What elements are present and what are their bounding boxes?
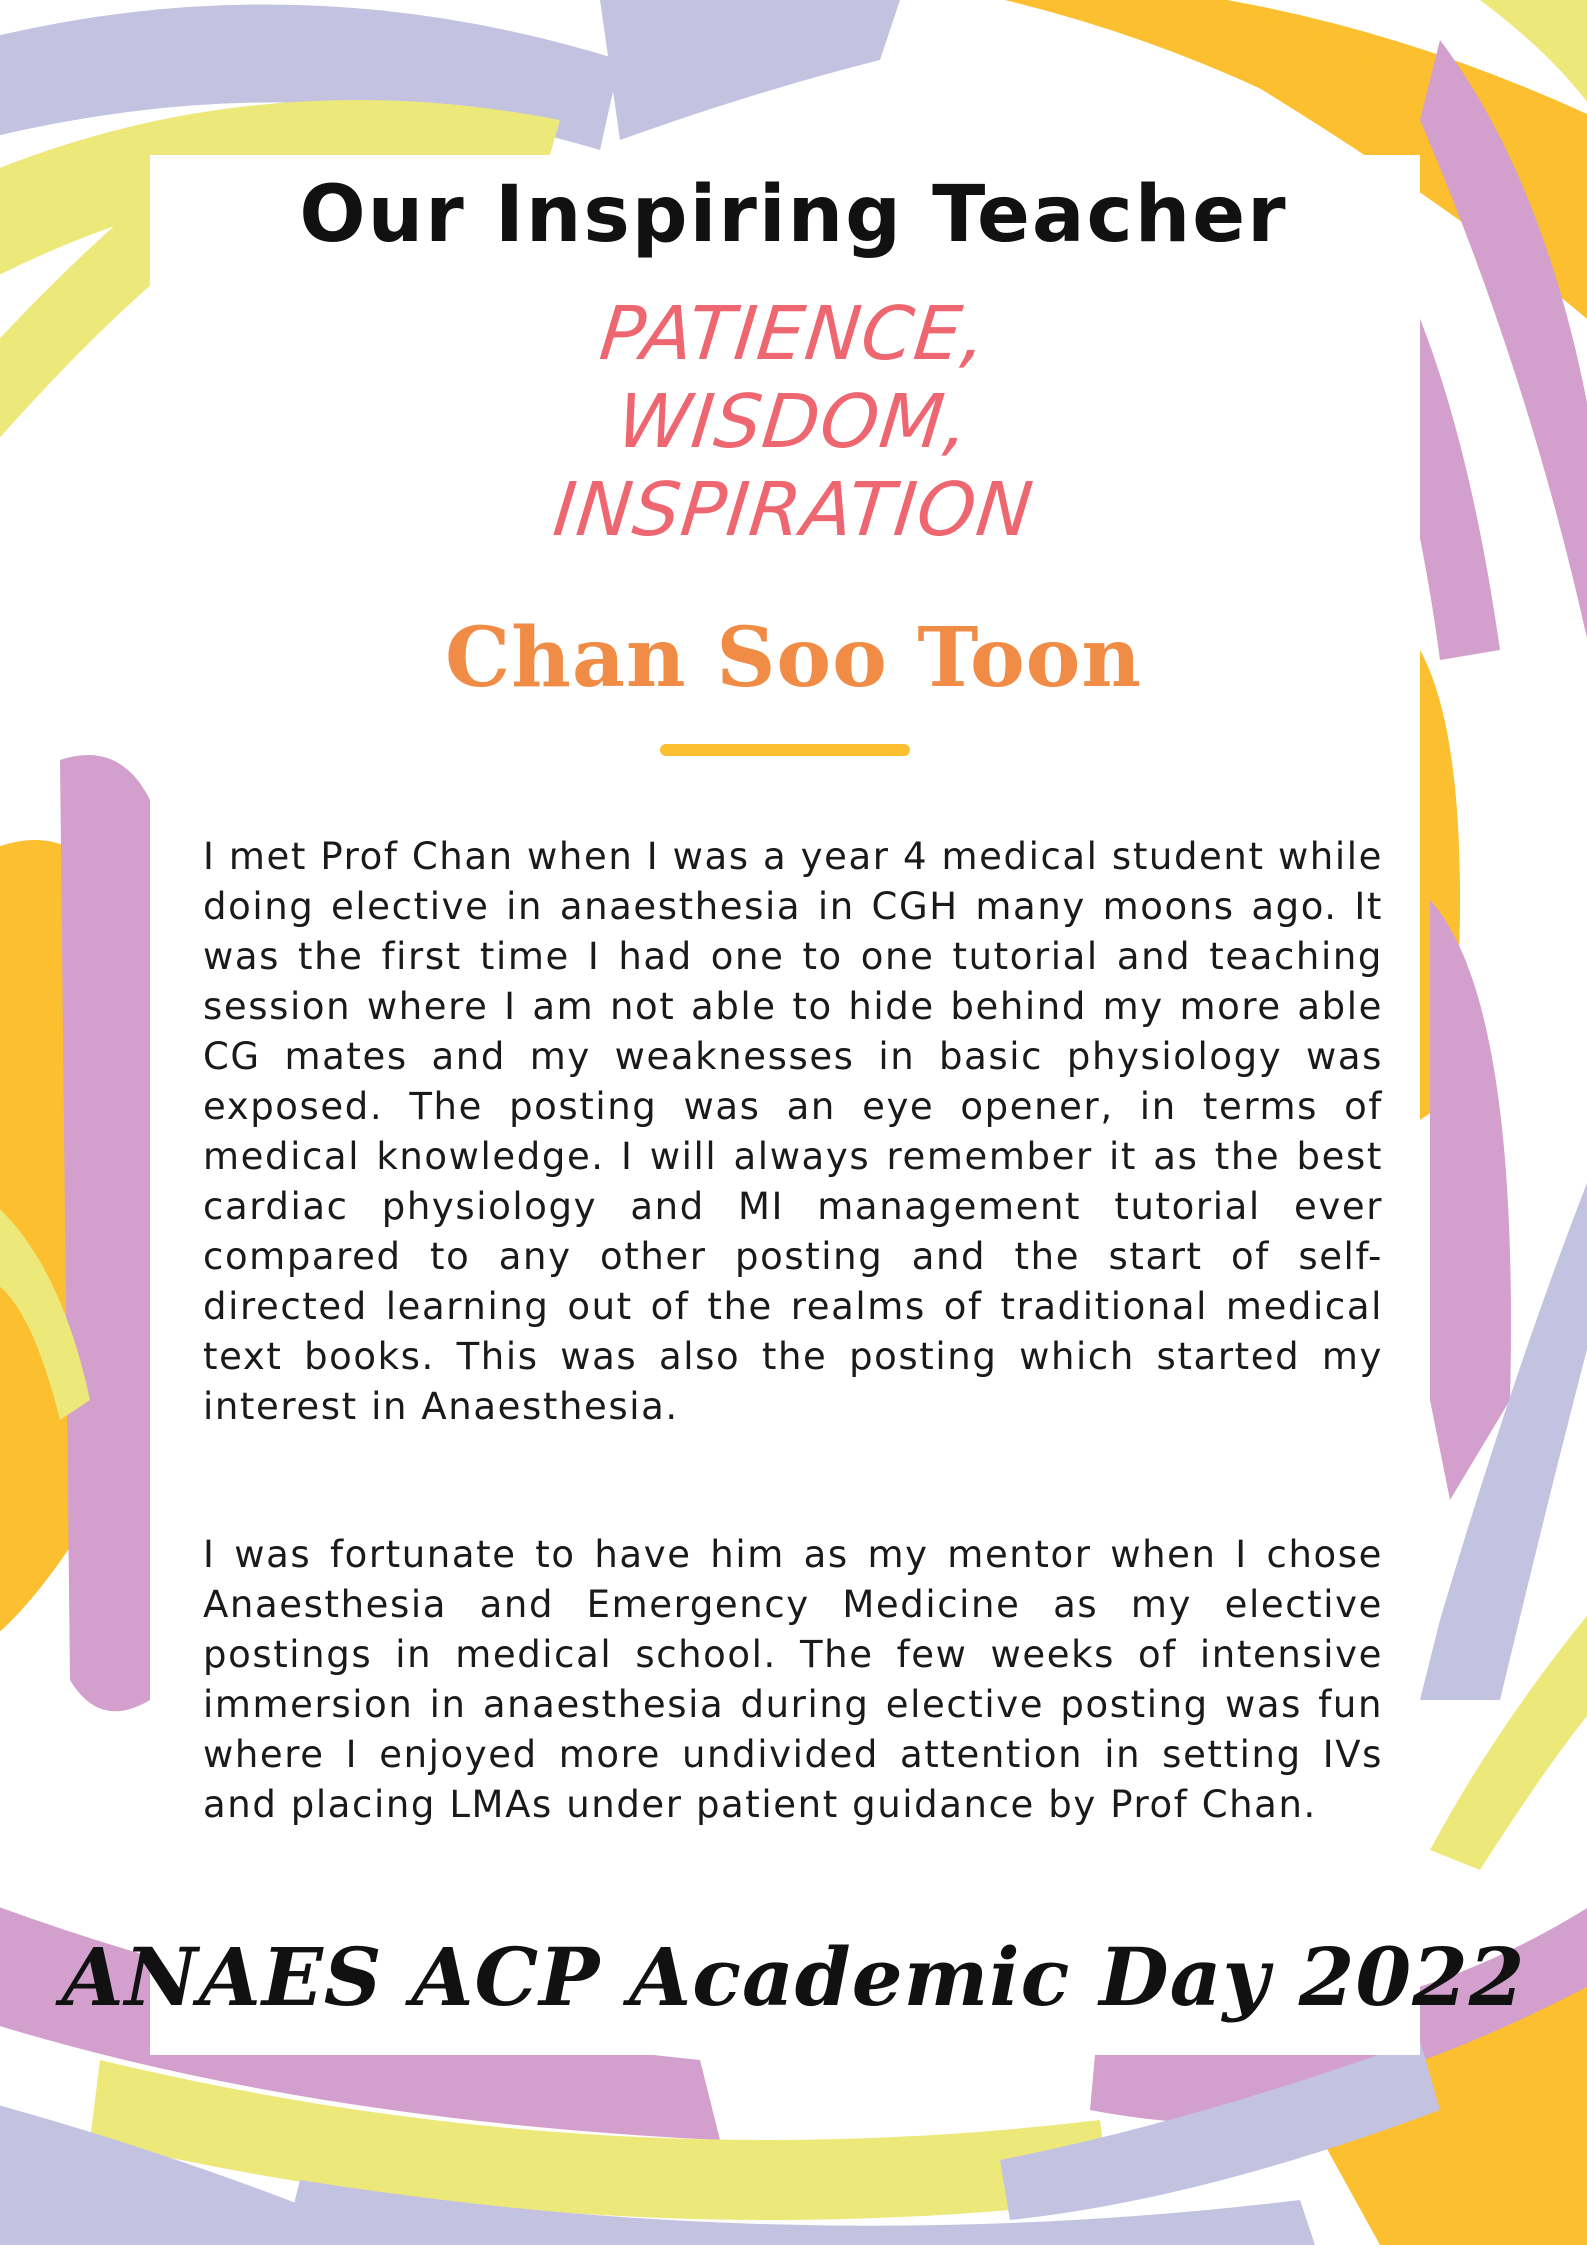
teacher-name: Chan Soo Toon	[445, 610, 1142, 706]
testimonial-paragraph-2: I was fortunate to have him as my mentor when I chose Anaesthesia and Emergency Medicine as my elective postings in medical school. The few weeks of intensive immersion in anaesthesia during elective posting was fun where I enjoyed more undivided attention in setting IVs and placing LMAs under patient guidance by Prof Chan.	[203, 1533, 1383, 1826]
event-footer: ANAES ACP Academic Day 2022	[61, 1930, 1526, 2024]
name-underline	[660, 744, 910, 756]
page-title: Our Inspiring Teacher	[299, 170, 1288, 260]
tagline-line-3: INSPIRATION	[549, 467, 1038, 553]
brush-stroke	[600, 0, 900, 140]
tagline-line-2: WISDOM,	[613, 379, 974, 465]
tagline-line-1: PATIENCE,	[595, 291, 992, 377]
brush-stroke	[60, 755, 150, 1711]
testimonial-paragraph-1: I met Prof Chan when I was a year 4 medical student while doing elective in anaesthesia in CGH many moons ago. It was the first time I had one to one tutorial and teaching session where I am not able to hide behind my more able CG mates and my weaknesses in basic physiology was exposed. The posting was an eye opener, in terms of medical knowledge. I will always remember it as the best cardiac physiology and MI management tutorial ever compared to any other posting and the start of self-directed learning out of the realms of traditional medical text books. This was also the posting which started my interest in Anaesthesia.	[203, 835, 1383, 1428]
brush-stroke	[1430, 900, 1511, 1500]
